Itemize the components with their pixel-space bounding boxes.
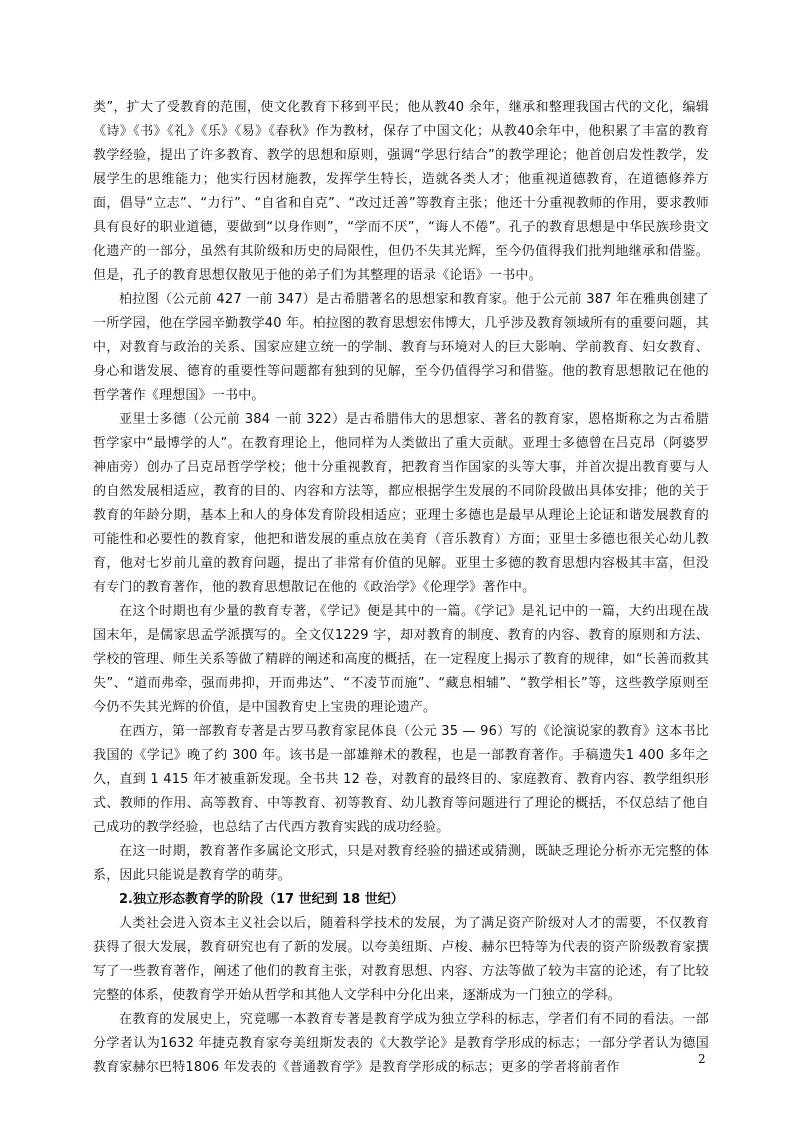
paragraph-period-summary: 在这一时期，教育著作多属论文形式，只是对教育经验的描述或猜测，既缺乏理论分析亦无完整的体系，因此只能说是教育学的萌芽。 (93, 844, 709, 883)
section-heading: 2.独立形态教育学的阶段（17 世纪到 18 世纪） (119, 892, 404, 907)
paragraph-quintilian: 在西方，第一部教育专著是古罗马教育家昆体良（公元 35 — 96）写的《论演说家的教育》这本书比我国的《学记》晚了约 300 年。该书是一部雄辩术的教程，也是一部教育著作。手稿遗失1 400 多年之久，直到 1 415 年才被重新发现。全书共 12 卷，对教育的最终目的、家庭教育、教育内容、教学组织形式、教师的作用、高等教育、中等教育、初等教育、幼儿教育等问题进行了理论的概括，不仅总结了他自己成功的教学经验，也总结了古代西方教育实践的成功经验。 (93, 724, 709, 835)
page-body (93, 96, 709, 1080)
paragraph-aristotle: 亚里士多德（公元前 384 一前 322）是古希腊伟大的思想家、著名的教育家，恩格斯称之为古希腊哲学家中“最博学的人”。在教育理论上，他同样为人类做出了重大贡献。亚理士多德曾在吕克昂（阿婆罗神庙旁）创办了吕克昂哲学学校；他十分重视教育，把教育当作国家的头等大事，并首次提出教育要与人的自然发展相适应，教育的目的、内容和方法等，都应根据学生发展的不同阶段做出具体安排；他的关于教育的年龄分期，基本上和人的身体发育阶段相适应；亚理士多德也是最早从理论上论证和谐发展教育的可能性和必要性的教育家，他把和谐发展的重点放在美育（音乐教育）方面；亚里士多德也很关心幼儿教育，他对七岁前儿童的教育问题，提出了非常有价值的见解。亚里士多德的教育思想内容极其丰富，但没有专门的教育著作，他的教育思想散记在他的《政治学》《伦理学》著作中。 (93, 412, 709, 595)
paragraph-independent-discipline: 在教育的发展史上，究竟哪一本教育专著是教育学成为独立学科的标志，学者们有不同的看法。一部分学者认为1632 年捷克教育家夸美纽斯发表的《大教学论》是教育学形成的标志；一部分学者认为德国教育家赫尔巴特1806 年发表的《普通教育学》是教育学形成的标志；更多的学者将前者作 (93, 1012, 709, 1075)
paragraph-xueji: 在这个时期也有少量的教育专著，《学记》便是其中的一篇。《学记》是礼记中的一篇，大约出现在战国末年，是儒家思孟学派撰写的。全文仅1229 字，却对教育的制度、教育的内容、教育的原则和方法、学校的管理、师生关系等做了精辟的阐述和高度的概括，在一定程度上揭示了教育的规律，如“长善而救其失”、“道而弗牵，强而弗抑，开而弗达”、“不凌节而施”、“藏息相辅”、“教学相长”等，这些教学原则至今仍不失其光辉的价值，是中国教育史上宝贵的理论遗产。 (93, 604, 709, 715)
page-number: 2 (698, 1052, 706, 1066)
paragraph-confucius: 类”，扩大了受教育的范围，使文化教育下移到平民；他从教40 余年，继承和整理我国古代的文化，编辑《诗》《书》《礼》《乐》《易》《春秋》作为教材，保存了中国文化；从教40余年中，他积累了丰富的教育教学经验，提出了许多教育、教学的思想和原则，强调“学思行结合”的教学理论；他首创启发性教学，发展学生的思维能力；他实行因材施教，发挥学生特长，造就各类人才；他重视道德教育，在道德修养方面，倡导“立志”、“力行”、“自省和自克”、“改过迁善”等教育主张；他还十分重视教师的作用，要求教师具有良好的职业道德，要做到“以身作则”，“学而不厌”，“诲人不倦”。孔子的教育思想是中华民族珍贵文化遗产的一部分，虽然有其阶级和历史的局限性，但仍不失其光辉，至今仍值得我们批判地继承和借鉴。但是，孔子的教育思想仅散见于他的弟子们为其整理的语录《论语》一书中。 (93, 100, 709, 283)
paragraph-capitalism: 人类社会进入资本主义社会以后，随着科学技术的发展，为了满足资产阶级对人才的需要，不仅教育获得了很大发展，教育研究也有了新的发展。以夸美纽斯、卢梭、赫尔巴特等为代表的资产阶级教育家撰写了一些教育著作，阐述了他们的教育主张，对教育思想、内容、方法等做了较为丰富的论述，有了比较完整的体系，使教育学开始从哲学和其他人文学科中分化出来，逐渐成为一门独立的学科。 (93, 916, 709, 1003)
paragraph-plato: 柏拉图（公元前 427 一前 347）是古希腊著名的思想家和教育家。他于公元前 387 年在雅典创建了一所学园，他在学园辛勤教学40 年。柏拉图的教育思想宏伟博大，几乎涉及教育领域所有的重要问题，其中，对教育与政治的关系、国家应建立统一的学制、教育与环境对人的巨大影响、学前教育、妇女教育、身心和谐发展、德育的重要性等问题都有独到的见解，至今仍值得学习和借鉴。他的教育思想散记在他的哲学著作《理想国》一书中。 (93, 292, 709, 403)
